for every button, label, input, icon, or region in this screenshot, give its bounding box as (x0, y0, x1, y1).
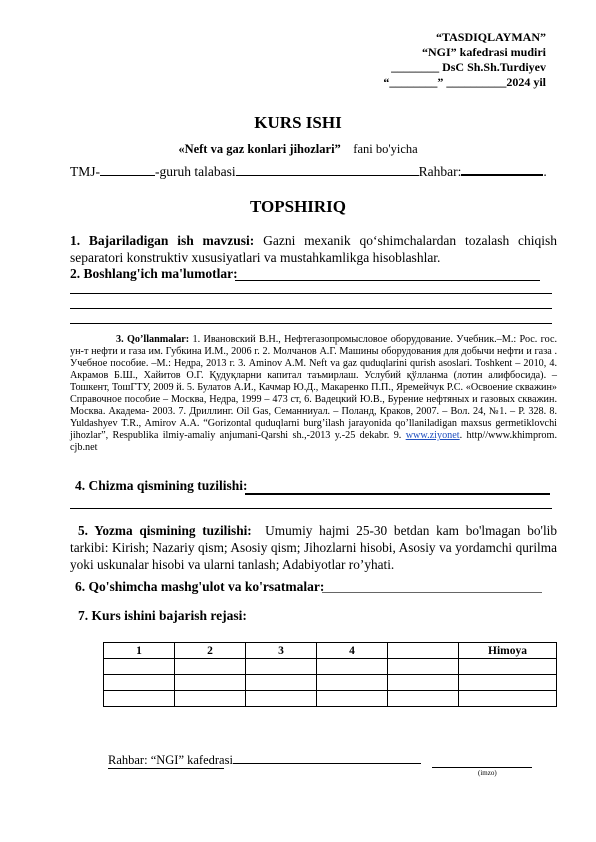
section-5 (70, 522, 557, 573)
subject-line (0, 142, 596, 157)
table-cell[interactable] (317, 659, 388, 675)
footer-underline (108, 768, 224, 769)
group-prefix: TMJ- (70, 164, 100, 179)
table-cell[interactable] (175, 675, 246, 691)
table-cell[interactable] (317, 675, 388, 691)
table-cell[interactable] (459, 659, 557, 675)
table-cell[interactable] (388, 659, 459, 675)
signature-caption: (imzo) (478, 769, 497, 777)
table-header-cell: Himoya (459, 643, 557, 659)
section-3-label: 3. Qo’llanmalar: (116, 334, 190, 345)
section-5-text: Umumiy hajmi 25-30 betdan kam bo'lmagan bo'lib tarkibi: Kirish; Nazariy qism; Asosiy qism; Jihozlarni hisobi, Asosiy va yordamchi qurilma yoki uskunalar hisobi va ularni tanlash; Adabiyotlar ro’yhati. (70, 523, 557, 572)
approval-date: “________” __________2024 yil (383, 75, 546, 89)
section-1-text: Gazni mexanik qo‘shimchalardan tozalash chiqish separatori konstruktiv xususiyatlari va mustahkamlikga hisoblashlar. (70, 233, 557, 265)
table-cell[interactable] (246, 675, 317, 691)
table-cell[interactable] (317, 691, 388, 707)
section-1-label: 1. Bajariladigan ish mavzusi: (70, 233, 255, 248)
section-6-blank[interactable] (322, 592, 542, 593)
table-cell[interactable] (459, 675, 557, 691)
table-header-cell: 1 (104, 643, 175, 659)
table-cell[interactable] (246, 659, 317, 675)
section-7-label: 7. Kurs ishini bajarish rejasi: (78, 608, 247, 623)
table-cell[interactable] (104, 659, 175, 675)
approval-block (326, 30, 546, 90)
table-cell[interactable] (388, 675, 459, 691)
section-5-label: 5. Yozma qismining tuzilishi: (78, 523, 252, 538)
section-4-label: 4. Chizma qismining tuzilishi: (75, 478, 248, 493)
plan-table (103, 642, 557, 707)
footer-supervisor: Rahbar: “NGI” kafedrasi (108, 753, 421, 768)
table-cell[interactable] (459, 691, 557, 707)
subject-name: «Neft va gaz konlari jihozlari” (178, 142, 341, 156)
section-2-label: 2. Boshlang'ich ma'lumotlar: (70, 266, 238, 281)
section-4-blank-1[interactable] (245, 493, 550, 495)
ziyonet-link[interactable]: www.ziyonet (405, 430, 460, 441)
table-row (104, 675, 557, 691)
student-line: TMJ- -guruh talabasi Rahbar: . (70, 164, 547, 179)
section-1 (70, 232, 557, 266)
approval-position: “NGI” kafedrasi mudiri (421, 45, 546, 59)
student-name-blank[interactable] (236, 175, 419, 176)
table-header-cell: 3 (246, 643, 317, 659)
table-cell[interactable] (175, 659, 246, 675)
group-suffix: -guruh talabasi (155, 164, 236, 179)
section-2-blank-2[interactable] (70, 293, 552, 294)
approval-name: ________ DsC Sh.Sh.Turdiyev (391, 60, 546, 74)
section-3-text-end: . http//www.khimprom. cjb.net (70, 430, 557, 453)
section-3 (70, 334, 557, 454)
supervisor-name-blank[interactable] (461, 174, 543, 176)
table-header-cell: 2 (175, 643, 246, 659)
table-header-cell (388, 643, 459, 659)
table-row (104, 691, 557, 707)
section-6-label: 6. Qo'shimcha mashg'ulot va ko'rsatmalar: (75, 579, 325, 594)
document-title: KURS ISHI (254, 113, 342, 132)
section-4-blank-2[interactable] (70, 508, 552, 509)
table-row (104, 659, 557, 675)
subject-suffix: fani bo'yicha (353, 142, 418, 156)
section-2-blank-3[interactable] (70, 308, 552, 309)
group-number-blank[interactable] (100, 175, 155, 176)
table-cell[interactable] (246, 691, 317, 707)
table-header-row (104, 643, 557, 659)
section-2-blank-4[interactable] (70, 323, 552, 324)
signature-blank[interactable] (432, 767, 532, 768)
table-cell[interactable] (104, 691, 175, 707)
approval-title: “TASDIQLAYMAN” (435, 30, 546, 44)
footer-supervisor-blank[interactable] (233, 763, 421, 764)
supervisor-label: Rahbar: (418, 164, 462, 179)
table-cell[interactable] (388, 691, 459, 707)
section-3-text: 1. Ивановский В.Н., Нефтегазопромысловое оборудование. Учебник.–М.: Рос. гос. ун-т нефти и газа им. Губкина И.М., 2006 г. 2. Молчанов А.Г. Машины оборудования для добычи нефти и газа . Учебное пособие. –М.: Недра, 2013 г. 3. Aminov A.M. Neft va gaz quduqlarini qurish asoslari. Toshkent – 2010, 4. Акрамов Б.Ш., Хайитов О.Г. Қудуқларни капитал таъмирлаш. Услубий қўлланма (лотин алифбосида). –Тошкент, ТошГТУ, 2009 й. 5. Булатов А.И., Качмар Ю.Д., Макаренко П.П., Яремейчук Р.С. «Освоение скважин» Справочное пособие – Москва, Недра, 1999 – 473 ст, 6. Вадецкий Ю.В., Бурение нефтяных и газовых скважин. Москва. Академа- 2003. 7. Дриллинг. Oil Gas, Семанниуал. – Поланд, Краков, 2007. – Вол. 24, №1. – Р. 328. 8. Yuldashyev T.R., Amirov A.A. “Gorizontal quduqlarni burg’ilash jarayonida qo’llaniladigan maxsus germetiklovchi jihozlar”, Respublika ilmiy-amaliy anjumani-Qarshi sh.,-2013 y.-25 dekabr. 9. (70, 334, 558, 441)
section-2-blank-1[interactable] (235, 280, 540, 281)
table-cell[interactable] (175, 691, 246, 707)
assignment-title: TOPSHIRIQ (249, 197, 347, 216)
table-header-cell: 4 (317, 643, 388, 659)
table-cell[interactable] (104, 675, 175, 691)
